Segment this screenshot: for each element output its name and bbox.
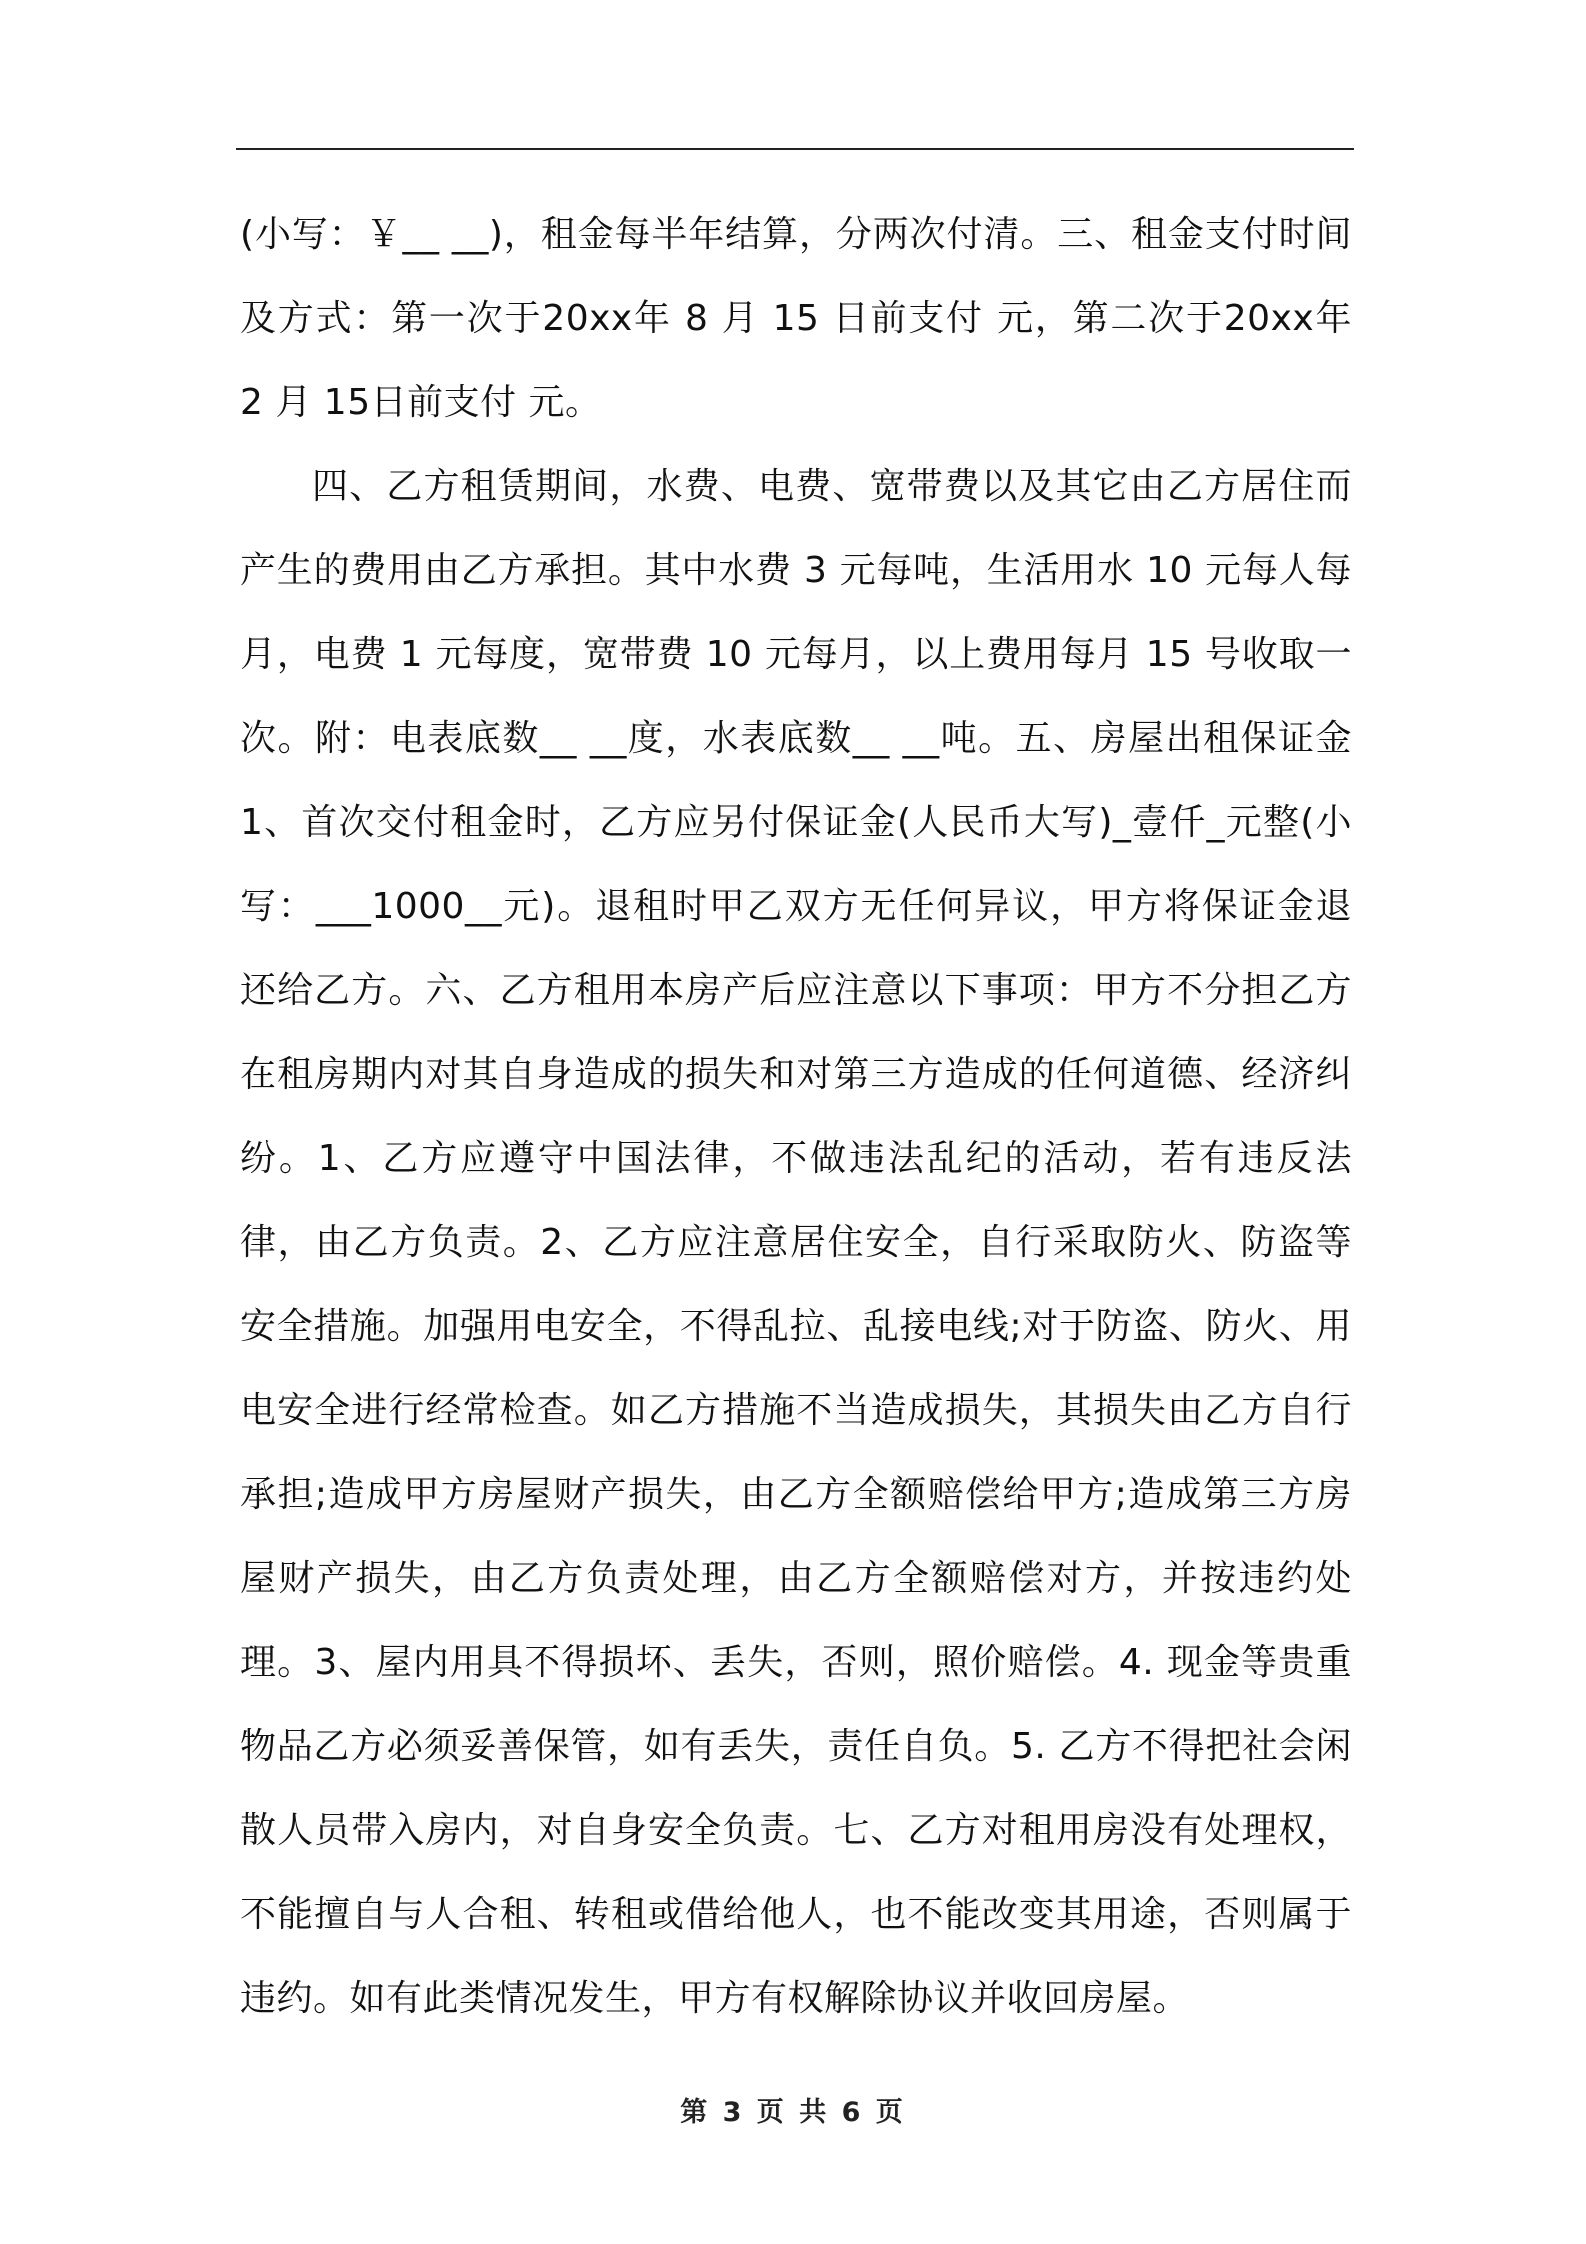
document-body xyxy=(240,193,1352,2041)
paragraph-tenant-terms: 四、乙方租赁期间，水费、电费、宽带费以及其它由乙方居住而产生的费用由乙方承担。其中水费 3 元每吨，生活用水 10 元每人每月，电费 1 元每度，宽带费 10 元每月，以上费用每月 15 号收取一次。附：电表底数__ __度，水表底数__ __吨。五、房屋出租保证金 1、首次交付租金时，乙方应另付保证金(人民币大写)_壹仟_元整(小写：___1000__元)。退租时甲乙双方无任何异议，甲方将保证金退还给乙方。六、乙方租用本房产后应注意以下事项：甲方不分担乙方在租房期内对其自身造成的损失和对第三方造成的任何道德、经济纠纷。1、乙方应遵守中国法律，不做违法乱纪的活动，若有违反法律，由乙方负责。2、乙方应注意居住安全，自行采取防火、防盗等安全措施。加强用电安全，不得乱拉、乱接电线;对于防盗、防火、用电安全进行经常检查。如乙方措施不当造成损失，其损失由乙方自行承担;造成甲方房屋财产损失，由乙方全额赔偿给甲方;造成第三方房屋财产损失，由乙方负责处理，由乙方全额赔偿对方，并按违约处理。3、屋内用具不得损坏、丢失，否则，照价赔偿。4. 现金等贵重物品乙方必须妥善保管，如有丢失，责任自负。5. 乙方不得把社会闲散人员带入房内，对自身安全负责。七、乙方对租用房没有处理权，不能擅自与人合租、转租或借给他人，也不能改变其用途，否则属于违约。如有此类情况发生，甲方有权解除协议并收回房屋。 xyxy=(240,466,1352,2019)
header-rule xyxy=(236,148,1354,150)
page-number: 第 3 页 共 6 页 xyxy=(680,2097,906,2128)
paragraph-rent-payment: (小写：￥__ __)，租金每半年结算，分两次付清。三、租金支付时间及方式：第一次于20xx年 8 月 15 日前支付 元，第二次于20xx年 2 月 15日前支付 元。 xyxy=(240,214,1352,423)
